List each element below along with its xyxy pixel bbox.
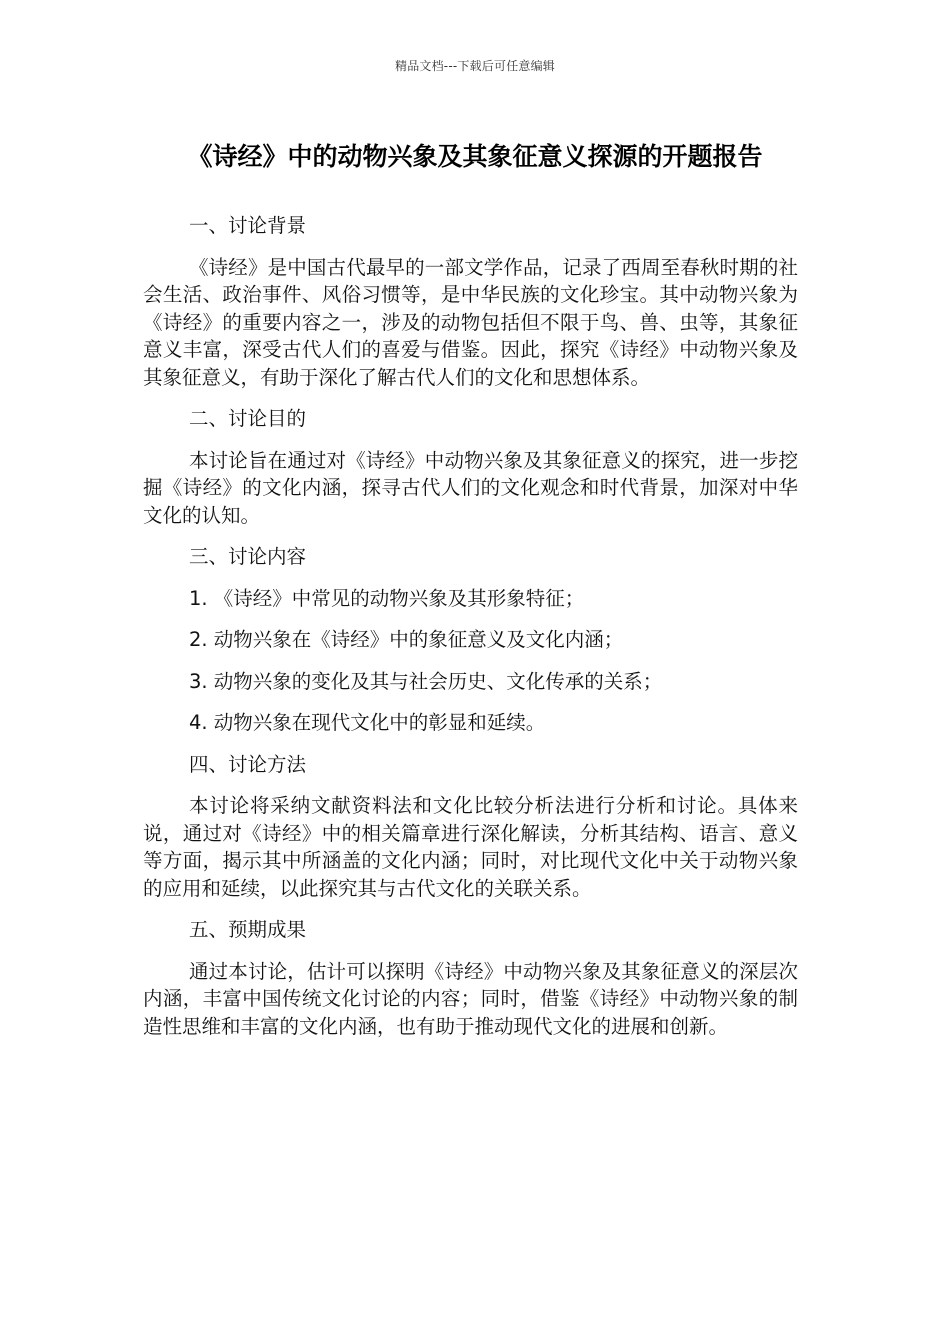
section-heading-purpose: 二、讨论目的 [189,407,307,430]
section-heading-content: 三、讨论内容 [189,545,307,568]
page-header: 精品文档---下载后可任意编辑 [395,59,555,73]
paragraph-background: 《诗经》是中国古代最早的一部文学作品，记录了西周至春秋时期的社会生活、政治事件、风俗习惯等，是中华民族的文化珍宝。其中动物兴象为《诗经》的重要内容之一，涉及的动物包括但不限于鸟、兽、虫等，其象征意义丰富，深受古代人们的喜爱与借鉴。因此，探究《诗经》中动物兴象及其象征意义，有助于深化了解古代人们的文化和思想体系。 [143,255,798,389]
list-item: 4. 动物兴象在现代文化中的彰显和延续。 [189,711,546,734]
section-heading-results: 五、预期成果 [189,918,307,941]
list-item: 3. 动物兴象的变化及其与社会历史、文化传承的关系； [189,669,663,693]
paragraph-method: 本讨论将采纳文献资料法和文化比较分析法进行分析和讨论。具体来说，通过对《诗经》中的相关篇章进行深化解读，分析其结构、语言、意义等方面，揭示其中所涵盖的文化内涵；同时，对比现代文化中关于动物兴象的应用和延续，以此探究其与古代文化的关联关系。 [143,794,798,900]
section-heading-method: 四、讨论方法 [189,752,307,776]
list-item: 1. 《诗经》中常见的动物兴象及其形象特征； [189,586,585,610]
paragraph-results: 通过本讨论，估计可以探明《诗经》中动物兴象及其象征意义的深层次内涵，丰富中国传统文化讨论的内容；同时，借鉴《诗经》中动物兴象的制造性思维和丰富的文化内涵，也有助于推动现代文化的进展和创新。 [143,959,798,1038]
document-title: 《诗经》中的动物兴象及其象征意义探源的开题报告 [187,142,763,171]
section-heading-background: 一、讨论背景 [189,214,307,237]
paragraph-purpose: 本讨论旨在通过对《诗经》中动物兴象及其象征意义的探究，进一步挖掘《诗经》的文化内涵，探寻古代人们的文化观念和时代背景，加深对中华文化的认知。 [143,448,798,527]
document-body [143,212,798,1054]
list-item: 2. 动物兴象在《诗经》中的象征意义及文化内涵； [189,628,624,651]
